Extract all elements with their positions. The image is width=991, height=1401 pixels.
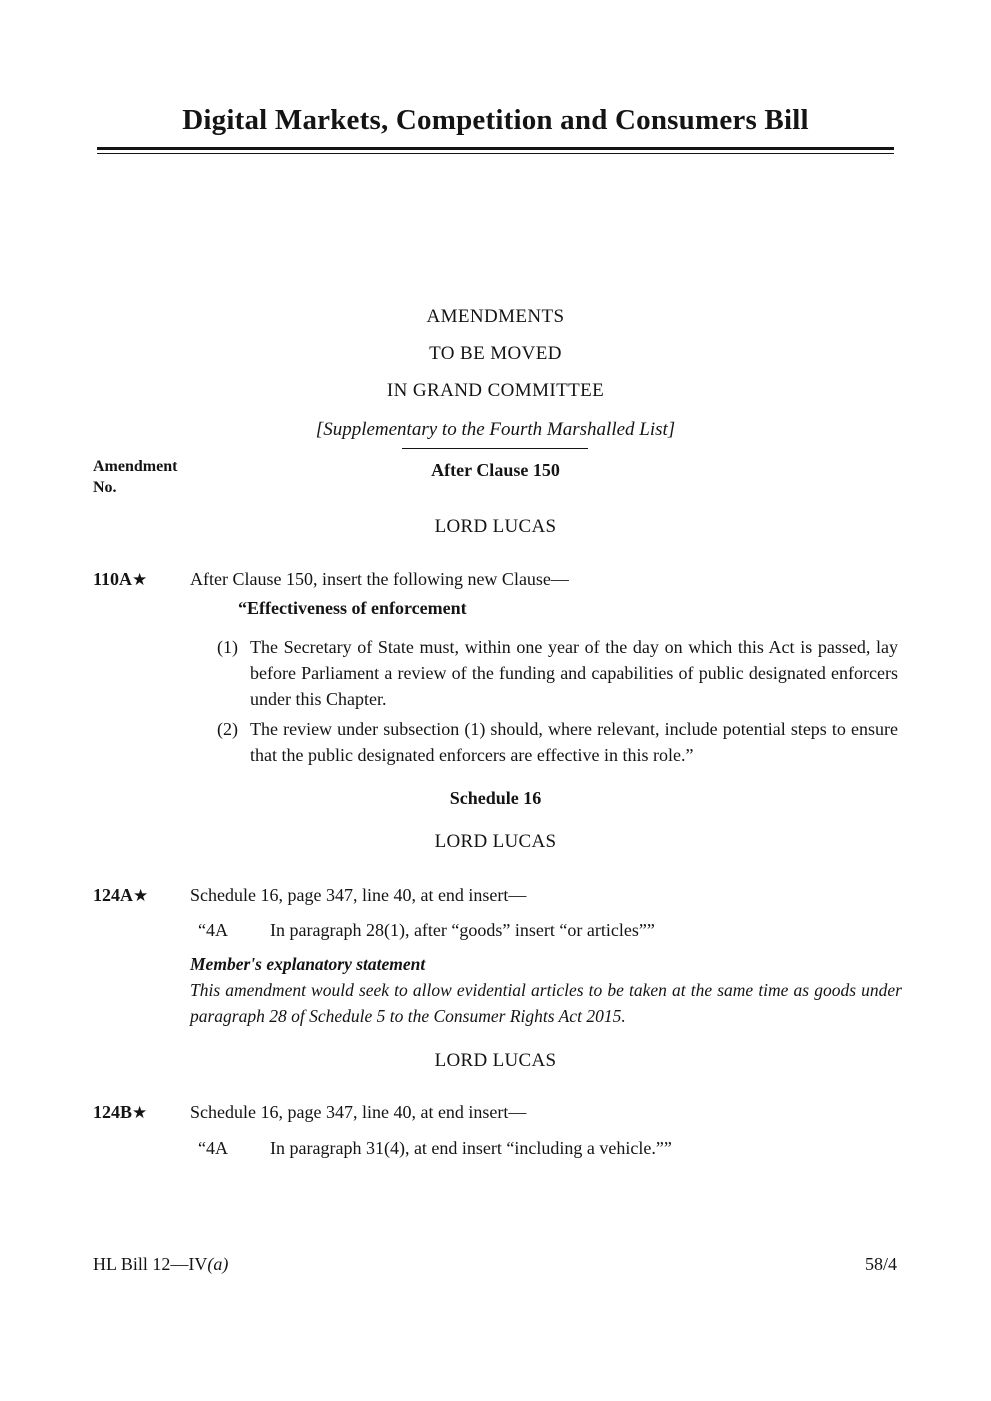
bill-reference-suffix: (a) (207, 1254, 229, 1274)
sponsor-name-1: LORD LUCAS (434, 516, 557, 537)
amendment-number-124b (93, 1099, 183, 1126)
amendment-124b-item-text: In paragraph 31(4), at end insert “including a vehicle.”” (270, 1138, 672, 1158)
amendment-number-124b-text: 124B (93, 1102, 133, 1122)
schedule-16-heading: Schedule 16 (449, 788, 542, 808)
amendment-number-124a (93, 882, 183, 909)
new-amendment-star-icon: ★ (132, 570, 148, 589)
new-amendment-star-icon: ★ (133, 886, 149, 905)
subsection-1-text: The Secretary of State must, within one year of the day on which this Act is passed, lay before Parliament a review of the funding and capabilities of public designated enforcers under this Chapter. (250, 637, 898, 709)
to-be-moved-heading: TO BE MOVED (429, 343, 562, 364)
subsection-2-text: The review under subsection (1) should, where relevant, include potential steps to ensure that the public designated enforcers are effective in this role.” (250, 719, 898, 765)
marshalled-list-note: [Supplementary to the Fourth Marshalled List] (315, 419, 676, 440)
subsection-2-number: (2) (217, 719, 238, 739)
new-amendment-star-icon: ★ (132, 1103, 148, 1122)
amendment-number-124a-text: 124A (93, 885, 133, 905)
sheet-number: 58/4 (864, 1254, 897, 1274)
sponsor-name-2: LORD LUCAS (434, 831, 557, 852)
amendment-124a-item-number: “4A (198, 920, 228, 940)
amendment-number-110a (93, 566, 183, 593)
grand-committee-heading: IN GRAND COMMITTEE (386, 380, 605, 401)
amendment-124a-item-text: In paragraph 28(1), after “goods” insert “or articles”” (270, 920, 655, 940)
amendment-124b-item-number: “4A (198, 1138, 228, 1158)
new-clause-title: “Effectiveness of enforcement (238, 598, 467, 618)
title-double-rule (97, 147, 894, 154)
amendment-number-110a-text: 110A (93, 569, 133, 589)
amendment-no-label-line2: No. (93, 479, 117, 496)
amendment-124b-lead: Schedule 16, page 347, line 40, at end insert— (190, 1102, 527, 1122)
explanatory-statement-heading: Member's explanatory statement (190, 954, 426, 974)
amendment-no-label-line1: Amendment (93, 458, 178, 475)
bill-reference-main: HL Bill 12—IV (93, 1254, 208, 1274)
subsection-1-number: (1) (217, 637, 238, 657)
amendment-124a-lead: Schedule 16, page 347, line 40, at end insert— (190, 885, 527, 905)
after-clause-150-heading: After Clause 150 (431, 460, 560, 480)
sponsor-name-3: LORD LUCAS (434, 1050, 557, 1071)
amendment-110a-lead: After Clause 150, insert the following new Clause— (190, 569, 569, 589)
bill-title: Digital Markets, Competition and Consumers Bill (182, 104, 809, 136)
bill-reference (93, 1254, 228, 1275)
amendments-heading: AMENDMENTS (426, 306, 565, 327)
marshalled-note-underline (402, 448, 588, 449)
explanatory-statement-text: This amendment would seek to allow evidential articles to be taken at the same time as goods under paragraph 28 of Schedule 5 to the Consumer Rights Act 2015. (190, 980, 902, 1026)
